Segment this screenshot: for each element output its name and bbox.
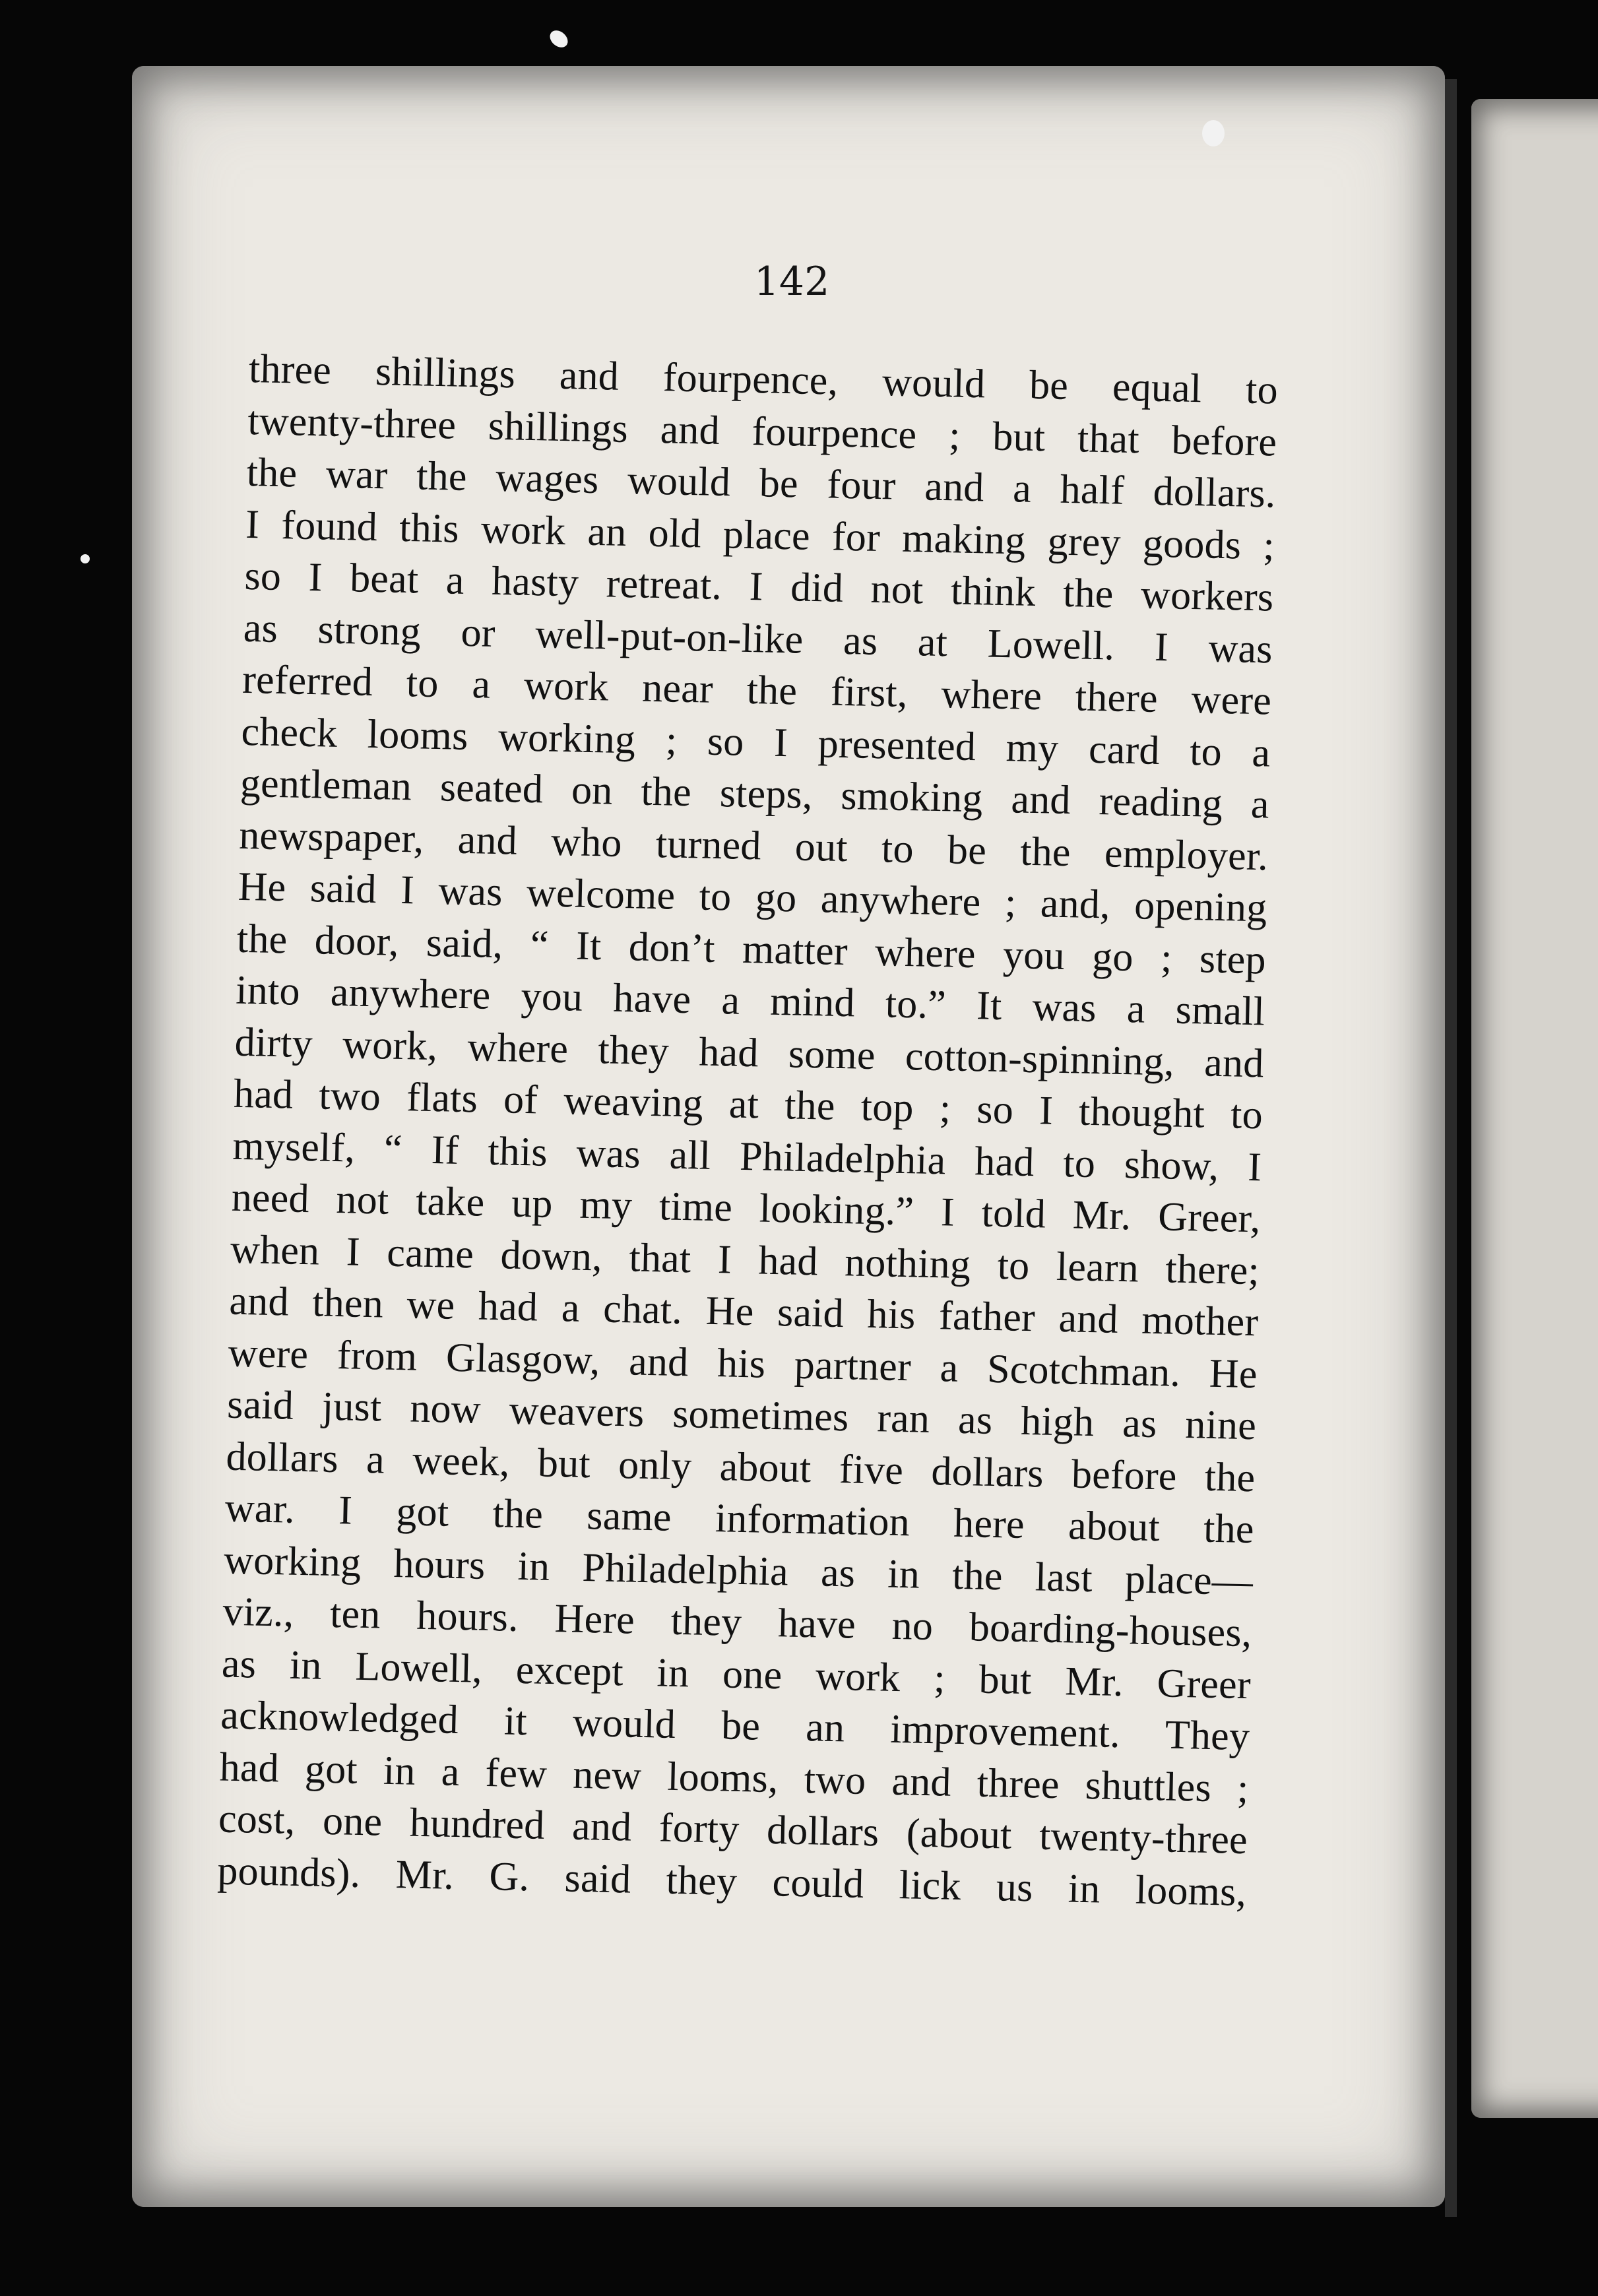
text-line: I found this work an old place for making grey goods ; [245,501,1275,569]
text-line: acknowledged it would be an improvement. They [220,1692,1250,1760]
text-line: He said I was welcome to go anywhere ; and, opening [238,864,1268,931]
text-line: working hours in Philadelphia as in the last place— [223,1537,1254,1604]
paper-speck [80,554,90,563]
text-line: referred to a work near the first, where there were [241,656,1272,724]
text-line: and then we had a chat. He said his father and mother [228,1278,1259,1345]
text-line: dirty work, where they had some cotton-spinning, and [234,1019,1265,1086]
text-line: check looms working ; so I presented my card to a [240,709,1271,776]
text-line: so I beat a hasty retreat. I did not think the workers [243,553,1274,620]
page-edge-shadow [1445,79,1457,2217]
text-line: newspaper, and who turned out to be the employer. [238,812,1269,879]
text-line: into anywhere you have a mind to.” It was a small [235,967,1265,1035]
text-line: three shillings and fourpence, would be equal to [248,346,1279,413]
text-line: need not take up my time looking.” I told Mr. Greer, [231,1174,1262,1242]
text-line: pounds). Mr. G. said they could lick us in looms, [216,1847,1247,1915]
text-line: had got in a few new looms, two and three shuttles ; [219,1744,1250,1811]
text-line: twenty-three shillings and fourpence ; but that before [247,398,1277,465]
text-line: as in Lowell, except in one work ; but Mr. Greer [221,1641,1252,1707]
text-line: war. I got the same information here about the [224,1485,1255,1552]
text-line: myself, “ If this was all Philadelphia had to show, I [232,1123,1262,1190]
text-line: as strong or well-put-on-like as at Lowell. I was [243,605,1273,672]
text-line: said just now weavers sometimes ran as high as nine [226,1382,1257,1449]
body-text [217,343,1279,1918]
text-line: viz., ten hours. Here they have no boarding-houses, [222,1589,1253,1656]
text-line: the door, said, “ It don’t matter where you go ; step [236,916,1267,982]
text-line: gentleman seated on the steps, smoking and reading a [240,760,1270,827]
page-number: 142 [753,259,830,305]
text-line: the war the wages would be four and a half dollars. [246,449,1277,517]
paper-speck [546,27,571,51]
facing-page-edge [1471,99,1598,2118]
text-line: cost, one hundred and forty dollars (about twenty-three [218,1796,1248,1863]
text-line: dollars a week, but only about five dollars before the [225,1434,1256,1500]
paper-speck [1202,120,1225,146]
text-line: had two flats of weaving at the top ; so I thought to [233,1071,1263,1138]
text-line: when I came down, that I had nothing to learn there; [230,1227,1260,1293]
text-line: were from Glasgow, and his partner a Scotchman. He [228,1330,1258,1397]
